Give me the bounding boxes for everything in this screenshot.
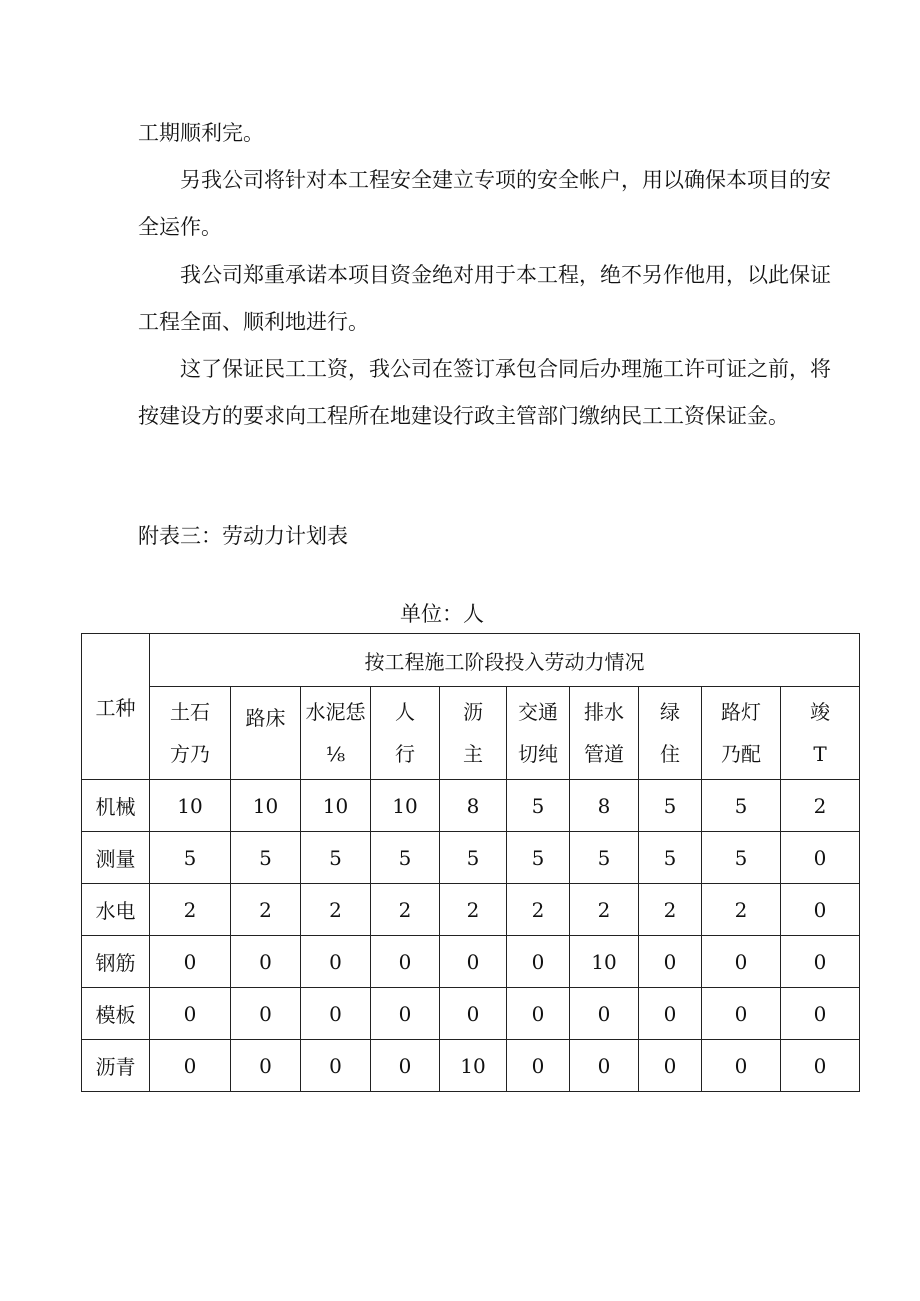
column-header-line1: 沥 — [463, 700, 483, 724]
table-group-header-row — [82, 634, 860, 687]
value-cell: 0 — [301, 988, 371, 1040]
value-cell: 2 — [301, 884, 371, 936]
labor-plan-table — [81, 633, 860, 1092]
value-cell: 0 — [371, 1040, 440, 1092]
value-cell: 5 — [507, 780, 570, 832]
column-header-line1: 土石 — [170, 700, 210, 724]
value-cell: 5 — [639, 832, 702, 884]
value-cell: 0 — [231, 988, 301, 1040]
value-cell: 8 — [440, 780, 507, 832]
column-header-line1: 交通 — [518, 700, 558, 724]
column-header-line1: 排水 — [584, 700, 624, 724]
value-cell: 0 — [231, 1040, 301, 1092]
value-cell: 5 — [570, 832, 639, 884]
column-header-line2: 乃配 — [721, 742, 761, 766]
unit-label: 单位：人 — [400, 602, 484, 626]
value-cell: 0 — [440, 936, 507, 988]
value-cell: 2 — [371, 884, 440, 936]
column-header-line2: 行 — [395, 742, 415, 766]
value-cell: 10 — [301, 780, 371, 832]
value-cell: 2 — [507, 884, 570, 936]
column-header-cell — [150, 687, 231, 780]
paragraph-funds-commitment: 我公司郑重承诺本项目资金绝对用于本工程，绝不另作他用，以此保证工程全面、顺利地进行。 — [138, 263, 831, 334]
value-cell: 0 — [639, 936, 702, 988]
column-header-cell — [507, 687, 570, 780]
paragraph-completion: 工期顺利完。 — [138, 121, 264, 145]
value-cell: 0 — [781, 1040, 860, 1092]
value-cell: 10 — [570, 936, 639, 988]
column-header-line2: 方乃 — [170, 742, 210, 766]
trade-label-cell: 钢筋 — [82, 936, 150, 988]
value-cell: 0 — [301, 936, 371, 988]
column-header-line1: 绿 — [660, 700, 680, 724]
column-header-line1: 路床 — [245, 706, 286, 730]
column-header-cell — [231, 687, 301, 780]
value-cell: 0 — [507, 1040, 570, 1092]
value-cell: 10 — [371, 780, 440, 832]
table-row — [82, 884, 860, 936]
column-header-cell — [371, 687, 440, 780]
paragraph-wage-guarantee: 这了保证民工工资，我公司在签订承包合同后办理施工许可证之前，将按建设方的要求向工程所在地建设行政主管部门缴纳民工工资保证金。 — [138, 357, 831, 428]
value-cell: 0 — [702, 1040, 781, 1092]
value-cell: 2 — [440, 884, 507, 936]
column-header-cell — [639, 687, 702, 780]
column-header-line2: T — [813, 742, 827, 766]
value-cell: 5 — [150, 832, 231, 884]
value-cell: 0 — [639, 988, 702, 1040]
value-cell: 0 — [702, 988, 781, 1040]
trade-label-cell: 沥青 — [82, 1040, 150, 1092]
value-cell: 10 — [440, 1040, 507, 1092]
column-header-line1: 路灯 — [721, 700, 761, 724]
column-header-line2: ⅛ — [325, 742, 346, 766]
trade-label-cell: 模板 — [82, 988, 150, 1040]
column-header-cell — [570, 687, 639, 780]
column-header-line2: 切纯 — [518, 742, 558, 766]
trade-label-cell: 测量 — [82, 832, 150, 884]
value-cell: 0 — [301, 1040, 371, 1092]
value-cell: 0 — [702, 936, 781, 988]
trade-label-cell: 水电 — [82, 884, 150, 936]
value-cell: 2 — [639, 884, 702, 936]
value-cell: 8 — [570, 780, 639, 832]
value-cell: 0 — [371, 988, 440, 1040]
value-cell: 0 — [570, 1040, 639, 1092]
column-header-line2: 管道 — [584, 742, 624, 766]
table-caption: 附表三：劳动力计划表 — [138, 524, 348, 548]
value-cell: 0 — [150, 1040, 231, 1092]
value-cell: 2 — [702, 884, 781, 936]
value-cell: 5 — [702, 780, 781, 832]
value-cell: 2 — [150, 884, 231, 936]
trade-label-cell: 机械 — [82, 780, 150, 832]
value-cell: 0 — [781, 884, 860, 936]
value-cell: 5 — [301, 832, 371, 884]
value-cell: 5 — [702, 832, 781, 884]
paragraph-safety-account: 另我公司将针对本工程安全建立专项的安全帐户，用以确保本项目的安全运作。 — [138, 168, 831, 239]
column-header-cell — [301, 687, 371, 780]
value-cell: 2 — [570, 884, 639, 936]
column-header-cell — [440, 687, 507, 780]
row-header-cell: 工种 — [82, 634, 150, 780]
value-cell: 0 — [150, 988, 231, 1040]
value-cell: 0 — [570, 988, 639, 1040]
value-cell: 0 — [507, 988, 570, 1040]
table-row — [82, 1040, 860, 1092]
value-cell: 0 — [231, 936, 301, 988]
column-header-line2: 主 — [463, 742, 483, 766]
value-cell: 10 — [150, 780, 231, 832]
value-cell: 10 — [231, 780, 301, 832]
value-cell: 0 — [507, 936, 570, 988]
value-cell: 5 — [507, 832, 570, 884]
value-cell: 0 — [150, 936, 231, 988]
value-cell: 0 — [440, 988, 507, 1040]
value-cell: 0 — [781, 832, 860, 884]
column-header-row — [82, 687, 860, 780]
value-cell: 5 — [371, 832, 440, 884]
value-cell: 0 — [781, 936, 860, 988]
group-header-cell: 按工程施工阶段投入劳动力情况 — [150, 634, 860, 687]
column-header-cell — [702, 687, 781, 780]
column-header-line1: 竣 — [810, 700, 831, 724]
value-cell: 5 — [440, 832, 507, 884]
value-cell: 0 — [639, 1040, 702, 1092]
table-row — [82, 988, 860, 1040]
value-cell: 2 — [781, 780, 860, 832]
table-row — [82, 780, 860, 832]
value-cell: 0 — [371, 936, 440, 988]
column-header-line1: 水泥恁 — [305, 700, 366, 724]
column-header-line1: 人 — [395, 700, 415, 724]
value-cell: 5 — [231, 832, 301, 884]
value-cell: 0 — [781, 988, 860, 1040]
column-header-line2: 住 — [660, 742, 680, 766]
table-row — [82, 936, 860, 988]
table-row — [82, 832, 860, 884]
column-header-cell — [781, 687, 860, 780]
value-cell: 5 — [639, 780, 702, 832]
value-cell: 2 — [231, 884, 301, 936]
